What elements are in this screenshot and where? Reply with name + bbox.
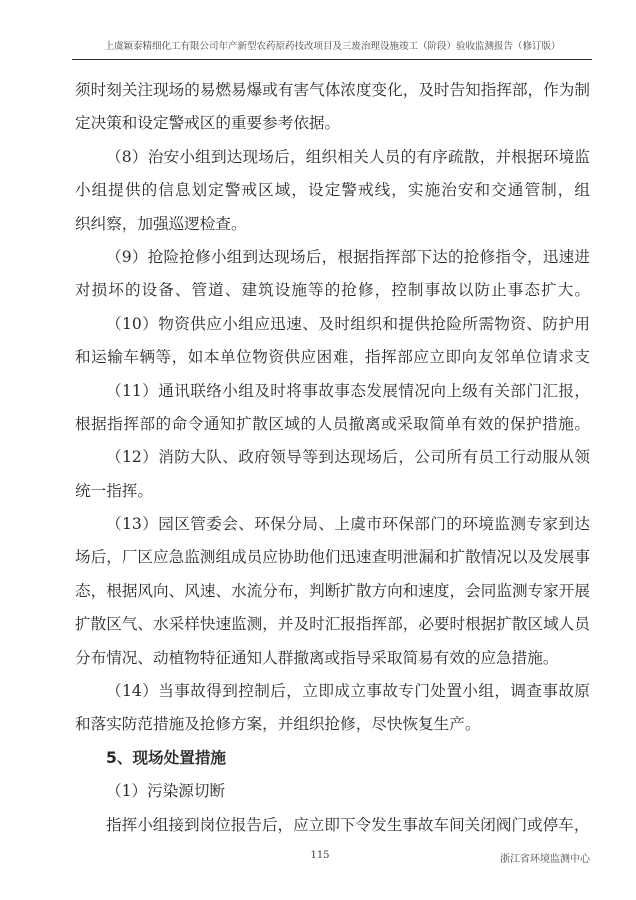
text-line: 和运输车辆等，如本单位物资供应困难，指挥部应立即向友邻单位请求支 (75, 348, 590, 367)
page-number: 115 (310, 850, 330, 861)
text-line: （14）当事故得到控制后，立即成立事故专门处置小组，调查事故原 (106, 682, 590, 701)
subsection-heading: （1）污染源切断 (106, 782, 226, 801)
text-line: 定决策和设定警戒区的重要参考依据。 (75, 114, 341, 133)
text-line: （8）治安小组到达现场后，组织相关人员的有序疏散，并根据环境监 (106, 147, 590, 166)
text-line: 分布情况、动植物特征通知人群撤离或指导采取简易有效的应急措施。 (75, 648, 559, 667)
text-line: （13）园区管委会、环保分局、上虞市环保部门的环境监测专家到达 (106, 515, 590, 534)
section-heading: 5、现场处置措施 (106, 748, 227, 767)
page-header: 上虞颖泰精细化工有限公司年产新型农药原药技改项目及三废治理设施竣工（阶段）验收监测报告（修订版） (104, 41, 561, 52)
text-line: 场后，厂区应急监测组成员应协助他们迅速查明泄漏和扩散情况以及发展事 (75, 548, 590, 567)
text-line: 指挥小组接到岗位报告后，应立即下令发生事故车间关闭阀门或停车， (106, 815, 590, 834)
header-divider (72, 59, 592, 60)
text-line: （9）抢险抢修小组到达现场后，根据指挥部下达的抢修指令，迅速进 (106, 247, 590, 266)
text-line: 根据指挥部的命令通知扩散区域的人员撤离或采取简单有效的保护措施。 (75, 414, 590, 433)
text-line: （11）通讯联络小组及时将事故事态发展情况向上级有关部门汇报， (106, 381, 590, 400)
text-line: 对损坏的设备、管道、建筑设施等的抢修，控制事故以防止事态扩大。 (75, 281, 590, 300)
text-line: 和落实防范措施及抢修方案，并组织抢修，尽快恢复生产。 (75, 715, 481, 734)
text-line: （10）物资供应小组应迅速、及时组织和提供抢险所需物资、防护用 (106, 314, 590, 333)
text-line: （12）消防大队、政府领导等到达现场后，公司所有员工行动服从领 (106, 448, 590, 467)
text-line: 态，根据风向、风速、水流分布，判断扩散方向和速度，会同监测专家开展 (75, 581, 590, 600)
text-line: 扩散区气、水采样快速监测，并及时汇报指挥部，必要时根据扩散区域人员 (75, 615, 590, 634)
text-line: 小组提供的信息划定警戒区域，设定警戒线，实施治安和交通管制，组 (75, 181, 590, 200)
footer-organization: 浙江省环境监测中心 (500, 854, 590, 865)
document-body (75, 74, 590, 842)
text-line: 织纠察，加强巡逻检查。 (75, 214, 247, 233)
text-line: 统一指挥。 (75, 481, 153, 500)
text-line: 须时刻关注现场的易燃易爆或有害气体浓度变化，及时告知指挥部，作为制 (75, 81, 590, 99)
